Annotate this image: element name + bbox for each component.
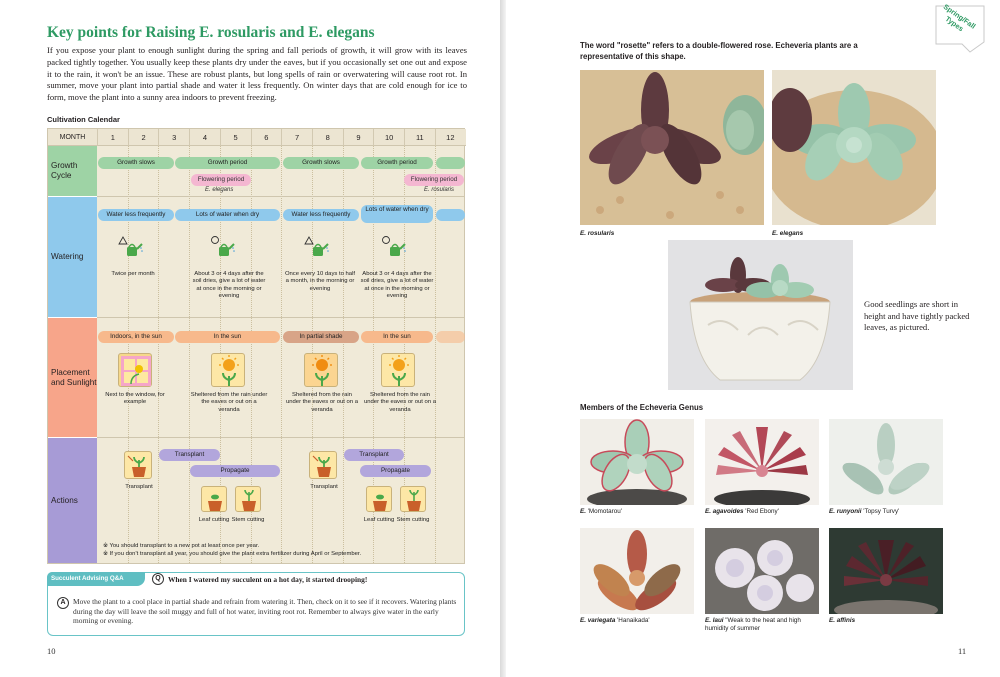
cultivation-calendar bbox=[47, 128, 465, 564]
growth-bar: Growth period bbox=[361, 157, 433, 169]
page-number: 11 bbox=[958, 646, 967, 656]
placement-bar: In the sun bbox=[361, 331, 433, 343]
transplant-bar: Transplant bbox=[344, 449, 404, 461]
caption-topsy-turvy bbox=[829, 508, 947, 516]
page-number: 10 bbox=[47, 646, 56, 656]
month-cell: 2 bbox=[128, 129, 159, 146]
watering-note: About 3 or 4 days after the soil dries, give a lot of water at once in the morning or evening bbox=[360, 271, 434, 300]
species-name: E. variegata bbox=[580, 617, 616, 624]
watering-note: Once every 10 days to half a month, in the morning or evening bbox=[284, 271, 356, 292]
window-sun-icon bbox=[118, 353, 152, 387]
photo-elegans bbox=[772, 70, 936, 225]
month-cell: 9 bbox=[343, 129, 374, 146]
caption-momotarou bbox=[580, 508, 694, 516]
footnote: ※ You should transplant to a new pot at least once per year. bbox=[103, 543, 260, 549]
caption-text: E. elegans bbox=[772, 230, 804, 237]
placement-note: Sheltered from the rain under the eaves or out on a veranda bbox=[363, 392, 437, 413]
species-name: E. bbox=[580, 508, 586, 515]
caption-hanaikada bbox=[580, 617, 698, 625]
month-cell: 1 bbox=[97, 129, 128, 146]
placement-bar: In the sun bbox=[175, 331, 280, 343]
cultivar-name: 'Momotarou' bbox=[587, 508, 622, 515]
row-label-growth bbox=[48, 146, 97, 196]
cultivar-name: 'Red Ebony' bbox=[745, 508, 779, 515]
month-cell: 4 bbox=[189, 129, 220, 146]
photo-potted-seedlings bbox=[668, 240, 853, 390]
growth-bar: Growth slows bbox=[283, 157, 359, 169]
species-name: E. affinis bbox=[829, 617, 856, 624]
watering-can-triangle-icon bbox=[304, 234, 330, 260]
transplant-pot-icon bbox=[124, 451, 152, 479]
caption-text: E. rosularis bbox=[580, 230, 615, 237]
page-title: Key points for Raising E. rosularis and E. elegans bbox=[47, 24, 375, 41]
cultivar-name: "Weak to the heat and high humidity of summer bbox=[705, 617, 801, 632]
sun-plant-icon bbox=[304, 353, 338, 387]
species-label: E. rosularis bbox=[424, 187, 455, 193]
sun-plant-icon bbox=[381, 353, 415, 387]
row-label-watering bbox=[48, 196, 97, 317]
transplant-bar: Transplant bbox=[159, 449, 220, 461]
watering-note: About 3 or 4 days after the soil dries, give a lot of water at once in the morning or evening bbox=[192, 271, 266, 300]
row-divider bbox=[97, 437, 465, 438]
row-divider bbox=[97, 196, 465, 197]
calendar-title: Cultivation Calendar bbox=[47, 115, 120, 124]
watering-can-circle-icon bbox=[210, 234, 236, 260]
members-title: Members of the Echeveria Genus bbox=[580, 403, 704, 412]
flowering-bar: Flowering period bbox=[191, 174, 251, 186]
grid-line bbox=[281, 146, 282, 563]
cultivar-name: 'Hanaikada' bbox=[617, 617, 650, 624]
transplant-pot-icon bbox=[309, 451, 337, 479]
watering-note: Twice per month bbox=[111, 271, 155, 277]
watering-bar-tail bbox=[436, 209, 465, 221]
seedling-note: Good seedlings are short in height and have tightly packed leaves, as pictured. bbox=[864, 299, 970, 333]
flowering-bar: Flowering period bbox=[404, 174, 464, 186]
growth-bar: Growth slows bbox=[98, 157, 174, 169]
qa-box bbox=[47, 572, 465, 636]
qa-tag: Succulent Advising Q&A bbox=[47, 572, 145, 586]
stem-cutting-label: Stem cutting bbox=[231, 517, 265, 523]
placement-bar-tail bbox=[436, 331, 465, 343]
leaf-cutting-label: Leaf cutting bbox=[363, 517, 395, 523]
caption-red-ebony bbox=[705, 508, 823, 516]
row-label-text: Placement and Sunlight bbox=[51, 367, 97, 387]
footnote: ※ If you don't transplant all year, you should give the plant extra fertilizer during April or September. bbox=[103, 551, 362, 557]
watering-can-circle-icon bbox=[381, 234, 407, 260]
month-cell: 7 bbox=[281, 129, 312, 146]
month-cell: 5 bbox=[220, 129, 251, 146]
month-header bbox=[48, 129, 466, 146]
month-cell: 3 bbox=[158, 129, 189, 146]
species-label: E. elegans bbox=[205, 187, 234, 193]
spring-fall-badge: Spring/Fall Types bbox=[941, 1, 978, 34]
month-cell: 10 bbox=[373, 129, 404, 146]
watering-bar: Lots of water when dry bbox=[175, 209, 280, 221]
row-label-text: Watering bbox=[51, 252, 84, 261]
row-label-text: Actions bbox=[51, 495, 78, 505]
intro-paragraph: If you expose your plant to enough sunlight during the spring and fall periods of growth, it will grow with its leaves packed tightly together. You usually keep these plants dry under the eaves, but if you occasionally set one out and expose it to the rain, it won't be an issue. These are robust plants, but long spells of rain or overwatering will cause root rot. In summer, move your plant into partial shade and water it less frequently. On winter days that are cold enough for ice to form, move the plant into a sunny area indoors to prevent freezing. bbox=[47, 45, 467, 103]
propagate-bar: Propagate bbox=[190, 465, 280, 477]
month-cell: 12 bbox=[435, 129, 465, 146]
right-page bbox=[506, 0, 1000, 677]
month-cell: 8 bbox=[312, 129, 343, 146]
stem-cutting-icon bbox=[235, 486, 261, 512]
qa-question: When I watered my succulent on a hot day, it started drooping! bbox=[168, 575, 368, 584]
leaf-cutting-icon bbox=[366, 486, 392, 512]
caption-laui bbox=[705, 617, 823, 633]
month-cell: 11 bbox=[404, 129, 435, 146]
grid-line bbox=[435, 146, 436, 563]
placement-note: Sheltered from the rain under the eaves or out on a veranda bbox=[285, 392, 359, 413]
leaf-cutting-icon bbox=[201, 486, 227, 512]
photo-topsy-turvy bbox=[829, 419, 943, 505]
qa-answer: Move the plant to a cool place in partial shade and refrain from watering it. Then, check on it to see if it recovers. Watering plants during the day will leave the soil muggy and full of hot water, inviting root rot. Remember to always give water in the early morning or evening. bbox=[73, 597, 457, 626]
watering-can-triangle-icon bbox=[118, 234, 144, 260]
sun-plant-icon bbox=[211, 353, 245, 387]
photo-momotarou bbox=[580, 419, 694, 505]
growth-bar: Growth period bbox=[175, 157, 280, 169]
caption-elegans bbox=[772, 230, 803, 238]
rosette-caption: The word "rosette" refers to a double-flowered rose. Echeveria plants are a representative of this shape. bbox=[580, 41, 858, 61]
photo-affinis bbox=[829, 528, 943, 614]
species-name: E. runyonii bbox=[829, 508, 862, 515]
stem-cutting-label: Stem cutting bbox=[396, 517, 430, 523]
transplant-label: Transplant bbox=[125, 484, 153, 490]
row-label-placement bbox=[48, 317, 97, 437]
row-divider bbox=[97, 317, 465, 318]
photo-laui bbox=[705, 528, 819, 614]
month-cell: 6 bbox=[251, 129, 282, 146]
photo-hanaikada bbox=[580, 528, 694, 614]
row-label-actions bbox=[48, 437, 97, 563]
watering-bar: Lots of water when dry bbox=[361, 205, 433, 223]
row-label-text: Growth Cycle bbox=[51, 161, 78, 180]
photo-rosularis bbox=[580, 70, 764, 225]
stem-cutting-icon bbox=[400, 486, 426, 512]
placement-bar: Indoors, in the sun bbox=[98, 331, 174, 343]
a-icon: A bbox=[57, 597, 69, 609]
month-label: MONTH bbox=[59, 134, 86, 141]
caption-rosularis bbox=[580, 230, 614, 238]
leaf-cutting-label: Leaf cutting bbox=[198, 517, 230, 523]
transplant-label: Transplant bbox=[310, 484, 338, 490]
species-name: E. agavoides bbox=[705, 508, 744, 515]
cultivar-name: 'Topsy Turvy' bbox=[863, 508, 900, 515]
placement-note: Sheltered from the rain under the eaves or out on a veranda bbox=[190, 392, 268, 413]
placement-bar: In partial shade bbox=[283, 331, 359, 343]
watering-bar: Water less frequently bbox=[283, 209, 359, 221]
q-icon: Q bbox=[152, 573, 164, 585]
placement-note: Next to the window, for example bbox=[105, 392, 165, 406]
growth-bar-tail bbox=[436, 157, 465, 169]
watering-bar: Water less frequently bbox=[98, 209, 174, 221]
propagate-bar: Propagate bbox=[360, 465, 431, 477]
caption-affinis bbox=[829, 617, 947, 625]
photo-red-ebony bbox=[705, 419, 819, 505]
species-name: E. laui bbox=[705, 617, 724, 624]
